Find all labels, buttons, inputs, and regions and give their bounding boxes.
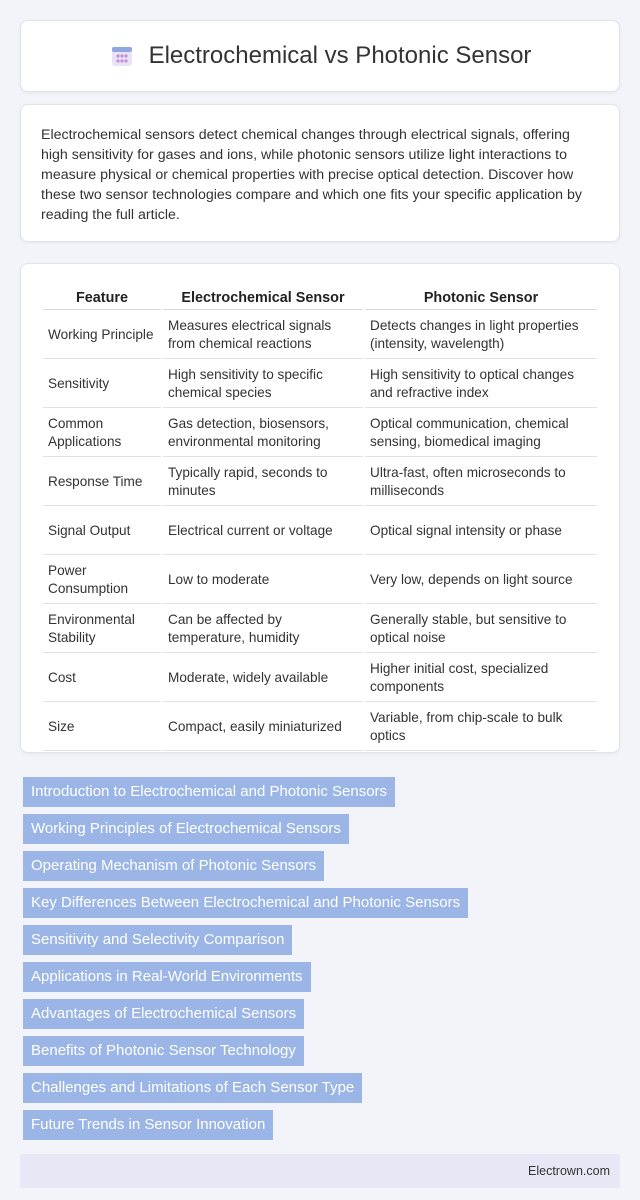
table-cell: Very low, depends on light source (365, 557, 597, 604)
table-cell: Response Time (43, 459, 161, 506)
topic-link[interactable]: Introduction to Electrochemical and Photonic Sensors (23, 777, 395, 807)
table-cell: Optical signal intensity or phase (365, 508, 597, 555)
topic-link[interactable]: Challenges and Limitations of Each Sensor Type (23, 1073, 362, 1103)
intro-text: Electrochemical sensors detect chemical changes through electrical signals, offering high sensitivity for gases and ions, while photonic sensors utilize light interactions to measure physical or chemical properties with precise optical detection. Discover how these two sensor technologies compare and which one fits your specific application by reading the full article. (41, 127, 583, 223)
comparison-table (41, 284, 599, 753)
table-cell: Sensitivity (43, 361, 161, 408)
topic-link[interactable]: Key Differences Between Electrochemical and Photonic Sensors (23, 888, 468, 918)
topic-link[interactable]: Working Principles of Electrochemical Sensors (23, 814, 349, 844)
table-row (43, 410, 597, 457)
table-row (43, 508, 597, 555)
footer-site-name: Electrown.com (528, 1164, 610, 1178)
table-cell: Size (43, 704, 161, 751)
table-row (43, 557, 597, 604)
table-cell: Working Principle (43, 312, 161, 359)
topic-link[interactable]: Advantages of Electrochemical Sensors (23, 999, 304, 1029)
table-cell: Cost (43, 655, 161, 702)
table-cell: Signal Output (43, 508, 161, 555)
table-cell: Generally stable, but sensitive to optical noise (365, 606, 597, 653)
table-cell: Optical communication, chemical sensing, biomedical imaging (365, 410, 597, 457)
column-header-feature: Feature (43, 286, 161, 310)
topic-link[interactable]: Benefits of Photonic Sensor Technology (23, 1036, 304, 1066)
table-row (43, 459, 597, 506)
table-cell: Ultra-fast, often microseconds to milliseconds (365, 459, 597, 506)
table-cell: Environmental Stability (43, 606, 161, 653)
table-cell: High sensitivity to optical changes and refractive index (365, 361, 597, 408)
page-title: Electrochemical vs Photonic Sensor (148, 42, 532, 69)
table-row (43, 361, 597, 408)
table-cell: Variable, from chip-scale to bulk optics (365, 704, 597, 751)
topic-link[interactable]: Operating Mechanism of Photonic Sensors (23, 851, 324, 881)
table-row (43, 606, 597, 653)
topic-link[interactable]: Applications in Real-World Environments (23, 962, 311, 992)
table-cell: Compact, easily miniaturized (163, 704, 363, 751)
topic-links-list (23, 777, 623, 1147)
topic-link[interactable]: Future Trends in Sensor Innovation (23, 1110, 273, 1140)
table-cell: High sensitivity to specific chemical species (163, 361, 363, 408)
table-cell: Gas detection, biosensors, environmental monitoring (163, 410, 363, 457)
table-cell: Higher initial cost, specialized components (365, 655, 597, 702)
table-row (43, 312, 597, 359)
table-cell: Electrical current or voltage (163, 508, 363, 555)
table-cell: Power Consumption (43, 557, 161, 604)
table-cell: Measures electrical signals from chemical reactions (163, 312, 363, 359)
header-card (20, 20, 620, 92)
table-cell: Moderate, widely available (163, 655, 363, 702)
table-row (43, 655, 597, 702)
table-row (43, 704, 597, 751)
column-header-electrochemical: Electrochemical Sensor (163, 286, 363, 310)
column-header-photonic: Photonic Sensor (365, 286, 597, 310)
topic-link[interactable]: Sensitivity and Selectivity Comparison (23, 925, 292, 955)
table-cell: Typically rapid, seconds to minutes (163, 459, 363, 506)
intro-card (20, 104, 620, 242)
table-header-row (43, 286, 597, 310)
footer (20, 1154, 620, 1188)
comparison-table-card (20, 263, 620, 753)
table-cell: Detects changes in light properties (intensity, wavelength) (365, 312, 597, 359)
calendar-grid-icon (109, 43, 135, 69)
table-cell: Can be affected by temperature, humidity (163, 606, 363, 653)
table-cell: Low to moderate (163, 557, 363, 604)
table-cell: Common Applications (43, 410, 161, 457)
